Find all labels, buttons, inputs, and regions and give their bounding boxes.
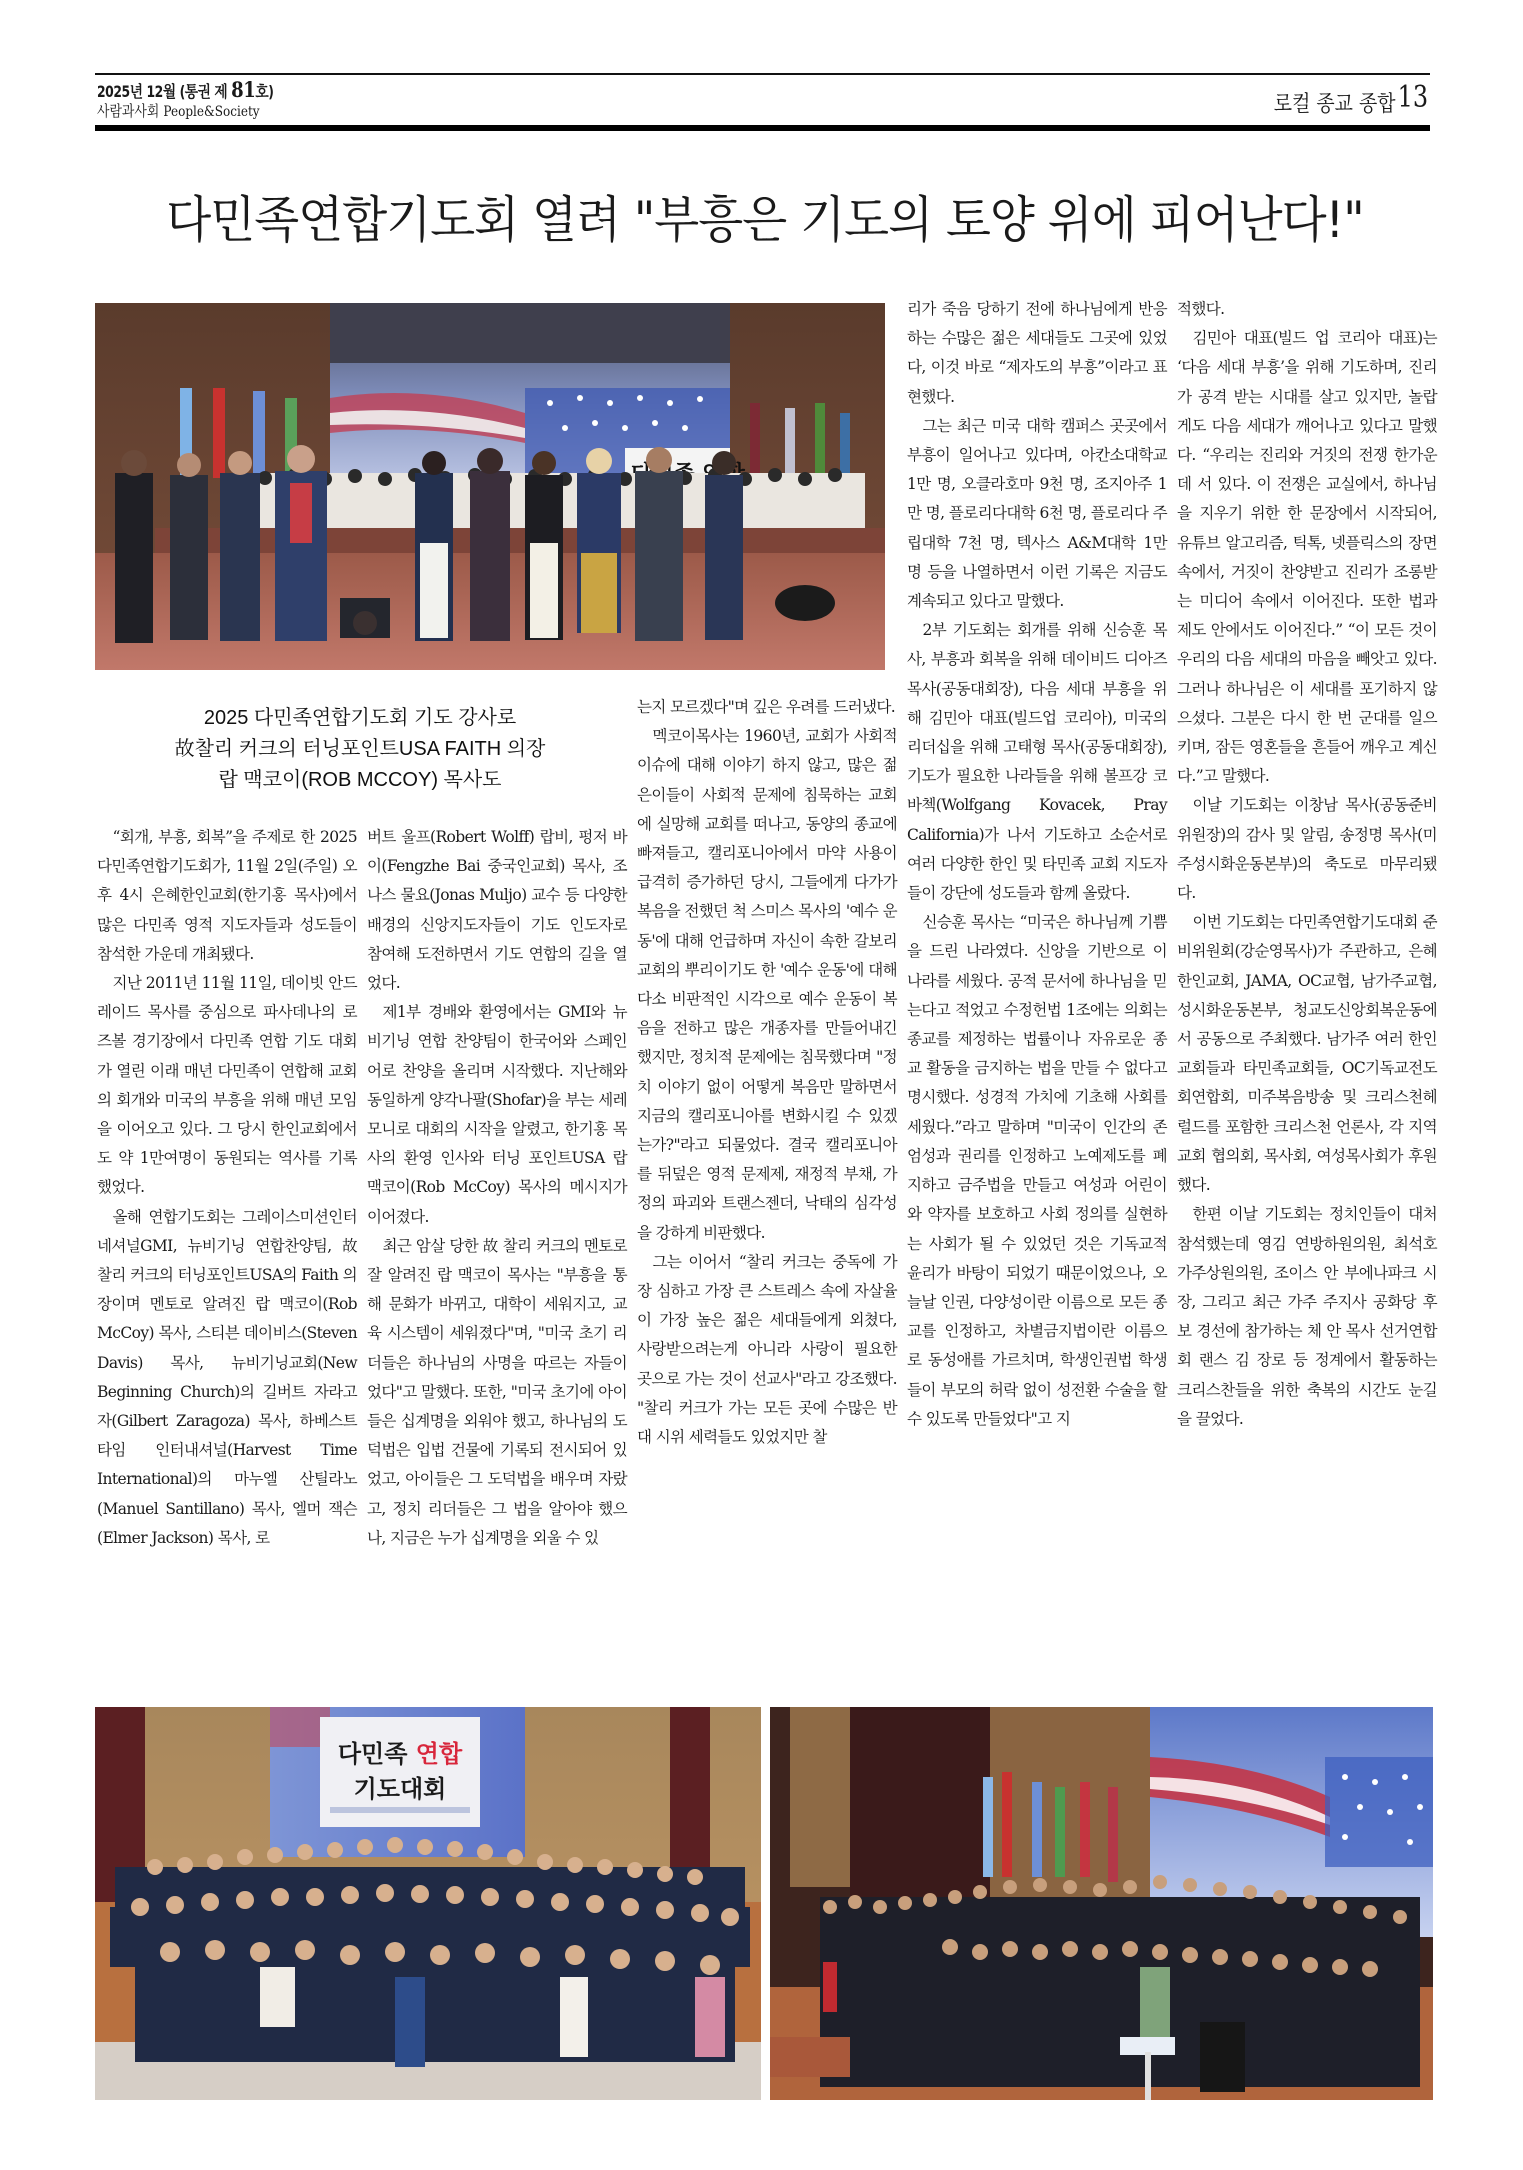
paragraph: 이날 기도회는 이창남 목사(공동준비위원장)의 감사 및 알림, 송정명 목사(미주성시화운동본부)의 축도로 마무리됐다. <box>1177 796 1437 903</box>
paragraph: 지난 2011년 11월 11일, 데이빗 안드레이드 목사를 중심으로 파사데나의 로즈볼 경기장에서 다민족 연합 기도 대회가 열린 이래 매년 다민족이 연합해 교회의 회개와 미국의 부흥을 위해 매년 모임을 이어오고 있다. 그 당시 한인교회에서도 약 1만여명이 동원되는 역사를 기록했었다. <box>97 974 357 1197</box>
photo-caption <box>95 703 625 796</box>
caption-line: 故찰리 커크의 터닝포인트USA FAITH 의장 <box>174 738 546 760</box>
article-column-4 <box>907 295 1167 1434</box>
issue-suffix: 호) <box>255 82 274 101</box>
paragraph: 는지 모르겠다"며 깊은 우려를 드러냈다. <box>637 698 896 716</box>
paragraph: 제1부 경배와 환영에서는 GMI와 뉴비기닝 연합 찬양팀이 한국어와 스페인어로 찬양을 올리며 시작했다. 지난해와 동일하게 양각나팔(Shofar)을 부는 세레모니로 대회의 시작을 알렸고, 한기홍 목사의 환영 인사와 터닝 포인트USA 랍 맥코이(Rob McCoy) 목사의 메시지가 이어졌다. <box>367 1003 627 1226</box>
paragraph: 멕코이목사는 1960년, 교회가 사회적 이슈에 대해 이야기 하지 않고, 많은 젊은이들이 사회적 문제에 침묵하는 교회에 실망해 교회를 떠나고, 동양의 종교에 빠져들고, 캘리포니아에서 마약 사용이 급격히 증가하던 당시, 그들에게 다가가 복음을 전했던 척 스미스 목사의 '예수 운동'에 대해 언급하며 자신이 속한 갈보리교회의 뿌리이기도 한 '예수 운동'에 대해 다소 비판적인 시각으로 예수 운동이 복음을 전하고 많은 개종자를 만들어내긴 했지만, 정치적 문제에는 침묵했다며 "정치 이야기 없이 어떻게 복음만 말하면서 지금의 캘리포니아를 변화시킬 수 있겠는가?"라고 되물었다. 결국 캘리포니아를 뒤덮은 영적 문제제, 재정적 부채, 가정의 파괴와 트랜스젠더, 낙태의 심각성을 강하게 비판했다. <box>637 727 897 1242</box>
photo-main <box>95 303 885 670</box>
publication-ko: 사람과사회 <box>97 102 164 120</box>
issue-info <box>97 77 274 102</box>
header-rule-thin <box>95 73 1430 75</box>
paragraph: 버트 울프(Robert Wolff) 랍비, 펑저 바이(Fengzhe Bai 중국인교회) 목사, 조나스 물요(Jonas Muljo) 교수 등 다양한 배경의 신앙지도자들이 기도 인도자로 참여해 도전하면서 기도 연합의 길을 열었다. <box>367 828 627 993</box>
publication-name <box>97 100 260 121</box>
caption-line: 2025 다민족연합기도회 기도 강사로 <box>203 707 517 729</box>
photo-main-illustration <box>95 303 885 670</box>
paragraph: 그는 최근 미국 대학 캠퍼스 곳곳에서 부흥이 일어나고 있다며, 아칸소대학교 1만 명, 오클라호마 9천 명, 조지아주 1만 명, 플로리다대학 6천 명, 플로리다 주립대학 7천 명, 텍사스 A&M대학 1만 명 등을 나열하면서 이런 기록은 지금도 계속되고 있다고 말했다. <box>907 416 1167 611</box>
issue-number: 81 <box>231 77 256 102</box>
paragraph: 이번 기도회는 다민족연합기도대회 준비위원회(강순영목사)가 주관하고, 은혜한인교회, JAMA, OC교협, 남가주교협, 성시화운동본부, 청교도신앙회복운동에서 공동으로 주최했다. 남가주 여러 한인교회들과 타민족교회들, OC기독교전도회연합회, 미주복음방송 및 크리스천헤럴드를 포함한 크리스천 언론사, 각 지역 교회 협의회, 목사회, 여성목사회가 후원했다. <box>1177 913 1437 1195</box>
paragraph: 최근 암살 당한 故 찰리 커크의 멘토로 잘 알려진 랍 맥코이 목사는 "부흥을 통해 문화가 바뀌고, 대학이 세워지고, 교육 시스템이 세워졌다"며, "미국 초기 리더들은 하나님의 사명을 따르는 자들이었다"고 말했다. 또한, "미국 초기에 아이들은 십계명을 외워야 했고, 하나님의 도덕법은 입법 건물에 기록되 전시되어 있었고, 아이들은 그 도덕법을 배우며 자랐고, 정치 리더들은 그 법을 알아야 했으나, 지금은 누가 십계명을 외울 수 있 <box>367 1236 627 1547</box>
paragraph: 올해 연합기도회는 그레이스미션인터네셔널GMI, 뉴비기닝 연합찬양팀, 故 찰리 커크의 터닝포인트USA의 Faith 의장이며 멘토로 알려진 랍 맥코이(Rob McCoy) 목사, 스티븐 데이비스(Steven Davis) 목사, 뉴비기닝교회(New Beginning Church)의 길버트 자라고자(Gilbert Zaragoza) 목사, 하베스트 타임 인터내셔널(Harvest Time International)의 마누엘 산틸라노(Manuel Santillano) 목사, 엘머 잭슨(Elmer Jackson) 목사, 로 <box>97 1207 357 1547</box>
photo-congregation <box>770 1707 1433 2100</box>
paragraph: 적했다. <box>1177 300 1225 318</box>
article-column-5 <box>1177 295 1437 1434</box>
caption-line: 랍 맥코이(ROB MCCOY) 목사도 <box>218 769 502 791</box>
paragraph: 한편 이날 기도회는 정치인들이 대처 참석했는데 영김 연방하원의원, 최석호 가주상원의원, 조이스 안 부에나파크 시장, 그리고 최근 가주 주지사 공화당 후보 경선에 참가하는 체 안 목사 선거연합회 랜스 김 장로 등 정계에서 활동하는 크리스찬들을 위한 축복의 시간도 눈길을 끌었다. <box>1177 1205 1437 1428</box>
article-column-3 <box>637 693 897 1452</box>
banner-title-line2: 기도대회 <box>353 1775 447 1803</box>
section-label: 로컬 종교 종합 <box>1273 92 1395 117</box>
paragraph: 신승훈 목사는 “미국은 하나님께 기쁨을 드린 나라였다. 신앙을 기반으로 이 나라를 세웠다. 공적 문서에 하나님을 믿는다고 적었고 수정헌법 1조에는 의회는 종교를 제정하는 법률이나 자유로운 종교 활동을 금지하는 법을 만들 수 없다고 명시했다. 성경적 가치에 기초해 사회를 세웠다.”라고 말하며 "미국이 인간의 존엄성과 권리를 인정하고 노예제도를 폐지하고 금주법을 만들고 여성과 어린이와 약자를 보호하고 사회 정의를 실현하는 사회가 될 수 있었던 것은 기독교적 윤리가 바탕이 되었기 때문이었으나, 오늘날 인권, 다양성이란 이름으로 모든 종교를 인정하고, 차별금지법이란 이름으로 동성애를 가르치며, 학생인권법 학생들이 부모의 허락 없이 성전환 수술을 할 수 있도록 만들었다"고 지 <box>907 913 1167 1428</box>
paragraph: 김민아 대표(빌드 업 코리아 대표)는 ‘다음 세대 부흥’을 위해 기도하며, 진리가 공격 받는 시대를 살고 있지만, 놀랍게도 다음 세대가 깨어나고 있다고 말했다. “우리는 진리와 거짓의 전쟁 한가운데 서 있다. 이 전쟁은 교실에서, 하나님을 지우기 위한 한 문장에서 시작되어, 유튜브 알고리즘, 틱톡, 넷플릭스의 장면 속에서, 거짓이 찬양받고 진리가 조롱받는 미디어 속에서 이어진다. 또한 법과 제도 안에서도 이어진다.” “이 모든 것이 우리의 다음 세대의 마음을 빼앗고 있다. 그러나 하나님은 이 세대를 포기하지 않으셨다. 그분은 다시 한 번 군대를 일으키며, 잠든 영혼들을 흔들어 깨우고 계신다.”고 말했다. <box>1177 329 1437 786</box>
photo-group-illustration <box>95 1707 761 2100</box>
header-rule-thick <box>95 125 1430 131</box>
paragraph: 2부 기도회는 회개를 위해 신승훈 목사, 부흥과 회복을 위해 데이비드 디아즈 목사(공동대회장), 다음 세대 부흥을 위해 김민아 대표(빌드업 코리아), 미국의 리더십을 위해 고태형 목사(공동대회장), 기도가 필요한 나라들을 위해 볼프강 코바첵(Wolfgang Kovacek, Pray California)가 나서 기도하고 소순서로 여러 다양한 한인 및 타민족 교회 지도자들이 강단에 성도들과 함께 올랐다. <box>907 621 1167 903</box>
paragraph: “회개, 부흥, 회복”을 주제로 한 2025 다민족연합기도회가, 11월 2일(주일) 오후 4시 은혜한인교회(한기홍 목사)에서 많은 다민족 영적 지도자들과 성도들이 참석한 가운데 개최됐다. <box>97 828 357 963</box>
article-headline: 다민족연합기도회 열려 "부흥은 기도의 토양 위에 피어난다!" <box>166 191 1364 249</box>
banner-title-line1: 다민족 연합 <box>337 1740 463 1768</box>
photo-group <box>95 1707 761 2100</box>
paragraph: 그는 이어서 “찰리 커크는 중독에 가장 심하고 가장 큰 스트레스 속에 자살율이 가장 높은 젊은 세대들에게 외쳤다, 사랑받으려는게 아니라 사랑이 필요한 곳으로 가는 것이 선교사"라고 강조했다. "찰리 커크가 가는 모든 곳에 수많은 반대 시위 세력들도 있었지만 찰 <box>637 1252 897 1447</box>
article-column-2 <box>367 823 627 1553</box>
photo-congregation-illustration <box>770 1707 1433 2100</box>
publication-en: People&Society <box>163 104 260 120</box>
article-column-1 <box>97 823 357 1553</box>
paragraph: 리가 죽음 당하기 전에 하나님에게 반응하는 수많은 젊은 세대들도 그곳에 있었다, 이것 바로 “제자도의 부흥”이라고 표현했다. <box>907 300 1167 406</box>
issue-prefix: 2025년 12월 (통권 제 <box>97 82 232 101</box>
page-number: 13 <box>1397 80 1428 115</box>
